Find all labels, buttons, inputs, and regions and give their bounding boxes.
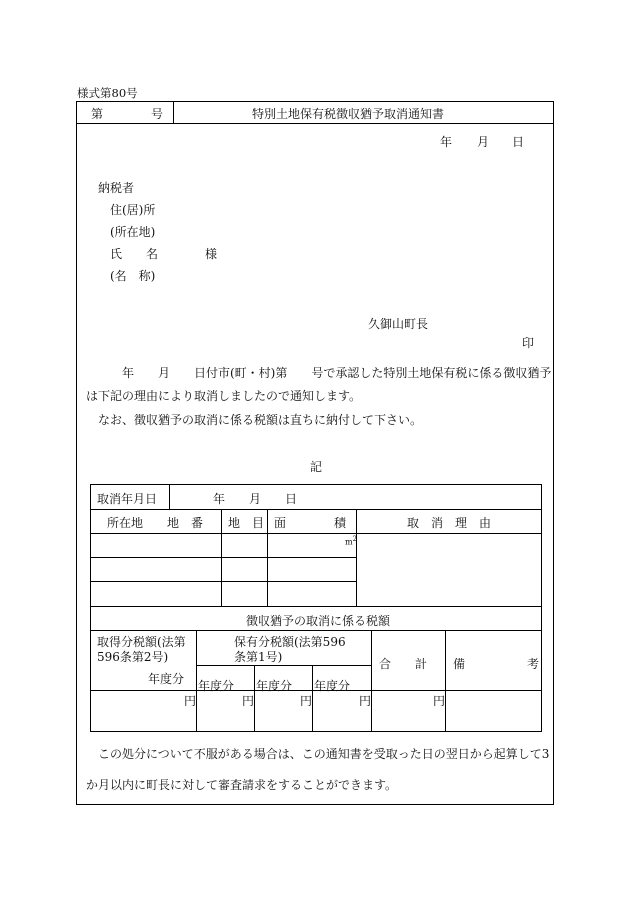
cancel-date-label: 取消年月日 — [97, 492, 158, 506]
yen-hold-2: 円 — [300, 694, 313, 708]
col-line-b — [267, 509, 268, 606]
detail-table — [90, 484, 542, 732]
hold-label-2: 条第1号) — [234, 650, 283, 664]
row-line-5 — [91, 606, 541, 607]
nendo-hold-3: 年度分 — [314, 679, 351, 693]
yen-acq: 円 — [184, 694, 197, 708]
col-header-chimoku: 地 目 — [228, 516, 265, 530]
date-month: 月 — [477, 135, 490, 149]
total-label: 合 計 — [379, 657, 428, 671]
mayor-title: 久御山町長 — [368, 317, 429, 331]
ki-mark: 記 — [310, 460, 323, 474]
yen-hold-1: 円 — [242, 694, 255, 708]
hold-label-1: 保有分税額(法第596 — [234, 635, 346, 649]
form-number: 様式第80号 — [77, 86, 138, 100]
header-no-label: 第 — [91, 107, 104, 121]
seal-mark: 印 — [522, 336, 535, 350]
nendo-hold-1: 年度分 — [198, 679, 235, 693]
row-line-3 — [91, 557, 356, 558]
col-header-reason: 取 消 理 由 — [407, 516, 492, 530]
footer-line2: か月以内に町長に対して審査請求をすることができます。 — [86, 778, 398, 792]
header-row — [77, 102, 553, 124]
tax-section-title: 徴収猶予の取消に係る税額 — [246, 614, 391, 628]
acq-label-2: 596条第2号) — [97, 650, 169, 664]
remarks-label-right: 考 — [527, 657, 540, 671]
nendo-acq: 年度分 — [148, 672, 185, 686]
col-line-total — [371, 630, 372, 731]
taxpayer-label: 納税者 — [98, 181, 135, 195]
yen-total: 円 — [433, 694, 446, 708]
taxpayer-address: 住(居)所 — [110, 203, 156, 217]
col-line-a — [221, 509, 222, 606]
body-para2: なお、徴収猶予の取消に係る税額は直ちに納付して下さい。 — [98, 413, 423, 427]
cancel-date-value: 年 月 日 — [213, 492, 298, 506]
col-line-c — [356, 509, 357, 606]
col-line-cancel-date — [169, 485, 170, 509]
row-line-7 — [196, 665, 371, 666]
yen-hold-3: 円 — [359, 694, 372, 708]
col-header-location: 所在地 地 番 — [107, 516, 204, 530]
taxpayer-sama: 様 — [205, 247, 218, 261]
row-line-6 — [91, 630, 541, 631]
acq-label-1: 取得分税額(法第 — [97, 635, 186, 649]
taxpayer-name: 氏 名 — [110, 247, 159, 261]
col-header-area: 面 積 — [274, 516, 347, 530]
nendo-hold-2: 年度分 — [256, 679, 293, 693]
taxpayer-location: (所在地) — [110, 225, 156, 239]
col-line-nendo2 — [312, 665, 313, 731]
col-line-remarks — [445, 630, 446, 731]
body-para1-line1: 年 月 日付市(町・村)第 号で承認した特別土地保有税に係る徴収猶予 — [122, 366, 552, 380]
row-line-4 — [91, 581, 356, 582]
body-para1-line2: は下記の理由により取消しましたので通知します。 — [86, 389, 362, 403]
row-line-1 — [91, 509, 541, 510]
row-line-2 — [91, 533, 541, 534]
date-day: 日 — [512, 135, 525, 149]
header-divider — [173, 102, 174, 123]
header-go-label: 号 — [151, 107, 164, 121]
footer-line1: この処分について不服がある場合は、この通知書を受取った日の翌日から起算して3 — [98, 747, 550, 761]
taxpayer-name-alt: (名 称) — [110, 269, 156, 283]
col-line-acq — [196, 630, 197, 731]
area-unit: m2 — [345, 535, 358, 547]
col-line-nendo1 — [254, 665, 255, 731]
date-year: 年 — [440, 135, 453, 149]
document-title: 特別土地保有税徴収猶予取消通知書 — [252, 107, 445, 121]
remarks-label-left: 備 — [453, 657, 466, 671]
